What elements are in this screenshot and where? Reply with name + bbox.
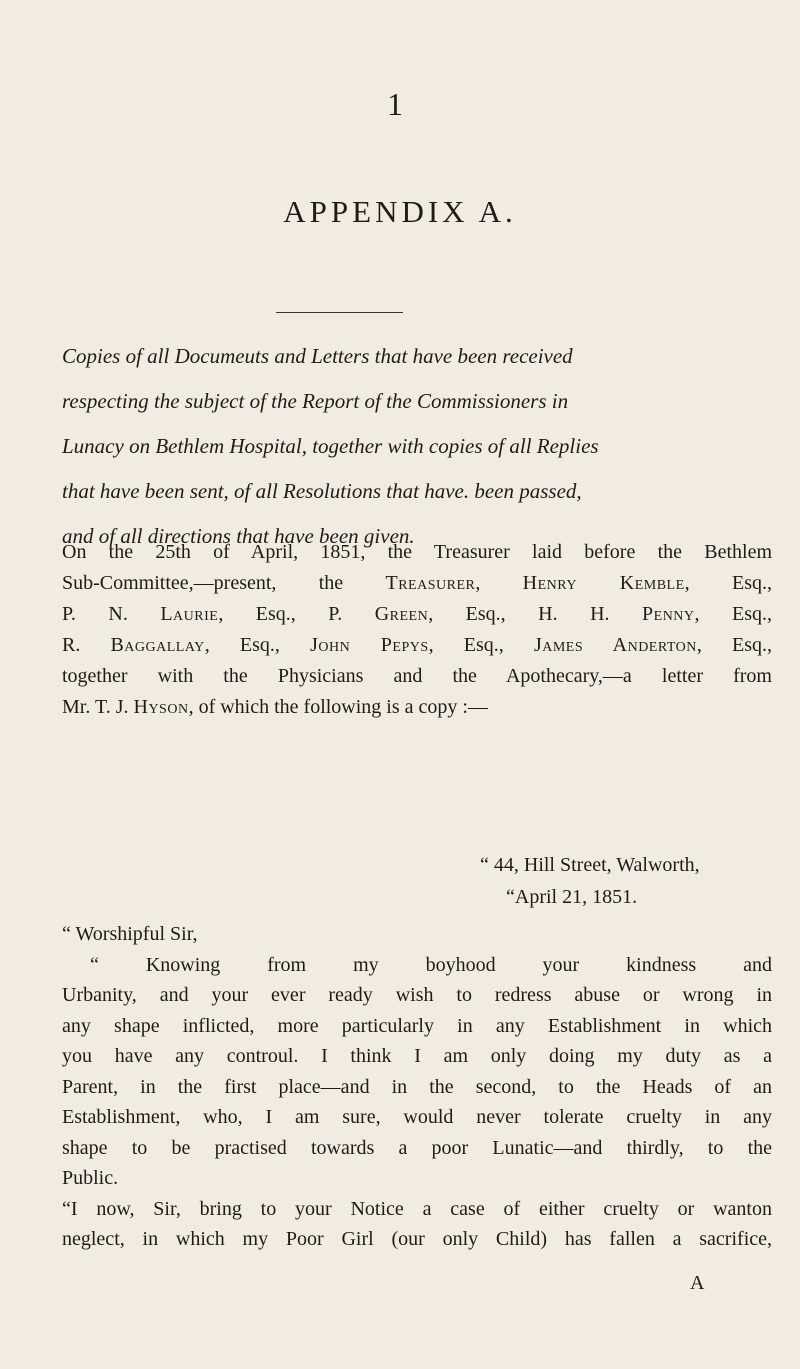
body-line: Sub-Committee,—present, the Treasurer, Henry Kemble, Esq.,: [62, 572, 772, 594]
name-penny: Penny: [642, 603, 695, 625]
catchword: A: [690, 1272, 705, 1294]
intro-line: Copies of all Documeuts and Letters that have been received: [62, 344, 573, 368]
letter-line: Urbanity, and your ever ready wish to redress abuse or wrong in: [62, 984, 772, 1006]
name-baggallay: Baggallay: [110, 634, 205, 656]
address-date: “April 21, 1851.: [506, 886, 638, 908]
letter-line: any shape inflicted, more particularly in any Establishment in which: [62, 1014, 772, 1037]
letter-address: [480, 855, 700, 919]
letter-line: “I now, Sir, bring to your Notice a case of either cruelty or wanton: [62, 1197, 772, 1220]
name-green: Green: [374, 603, 429, 625]
intro-line: Lunacy on Bethlem Hospital, together with copies of all Replies: [62, 434, 599, 458]
letter-line: shape to be practised towards a poor Lunatic—and thirdly, to the: [62, 1136, 772, 1159]
letter-line: Parent, in the first place—and in the second, to the Heads of an: [62, 1075, 772, 1098]
name-anderton: James Anderton: [533, 634, 697, 656]
body-line: On the 25th of April, 1851, the Treasurer laid before the Bethlem: [62, 541, 772, 563]
title-rule: [276, 312, 403, 313]
address-line: “ 44, Hill Street, Walworth,: [480, 854, 700, 876]
letter-line: Establishment, who, I am sure, would never tolerate cruelty in any: [62, 1106, 772, 1128]
letter-line: Public.: [62, 1167, 119, 1189]
intro-line: respecting the subject of the Report of the Commissioners in: [62, 389, 569, 413]
letter-line: neglect, in which my Poor Girl (our only Child) has fallen a sacrifice,: [62, 1228, 772, 1250]
letter-line: you have any controul. I think I am only doing my duty as a: [62, 1045, 772, 1067]
intro-line: that have been sent, of all Resolutions that have. been passed,: [62, 479, 582, 503]
body-line: Mr. T. J. Hyson, of which the following is a copy :—: [62, 696, 488, 718]
intro-paragraph: [62, 346, 762, 571]
name-treasurer: Treasurer: [385, 572, 476, 594]
body-line: together with the Physicians and the Apothecary,—a letter from: [62, 665, 772, 687]
name-hyson: Hyson: [133, 696, 189, 718]
letter-text: [62, 924, 772, 1260]
letter-line: “ Knowing from my boyhood your kindness and: [90, 953, 772, 976]
name-laurie: Laurie: [160, 603, 219, 625]
name-pepys: John Pepys: [310, 634, 429, 656]
name-kemble: Henry Kemble: [522, 572, 685, 594]
letter-salutation: “ Worshipful Sir,: [62, 923, 198, 945]
minutes-paragraph: [62, 542, 772, 728]
body-line: P. N. Laurie, Esq., P. Green, Esq., H. H. Penny, Esq.,: [62, 603, 773, 625]
body-line: R. Baggallay, Esq., John Pepys, Esq., James Anderton, Esq.,: [62, 634, 773, 656]
intro-line: and of all directions that have been given.: [62, 524, 415, 548]
appendix-title: APPENDIX A.: [283, 194, 517, 229]
page-number: 1: [387, 86, 403, 122]
